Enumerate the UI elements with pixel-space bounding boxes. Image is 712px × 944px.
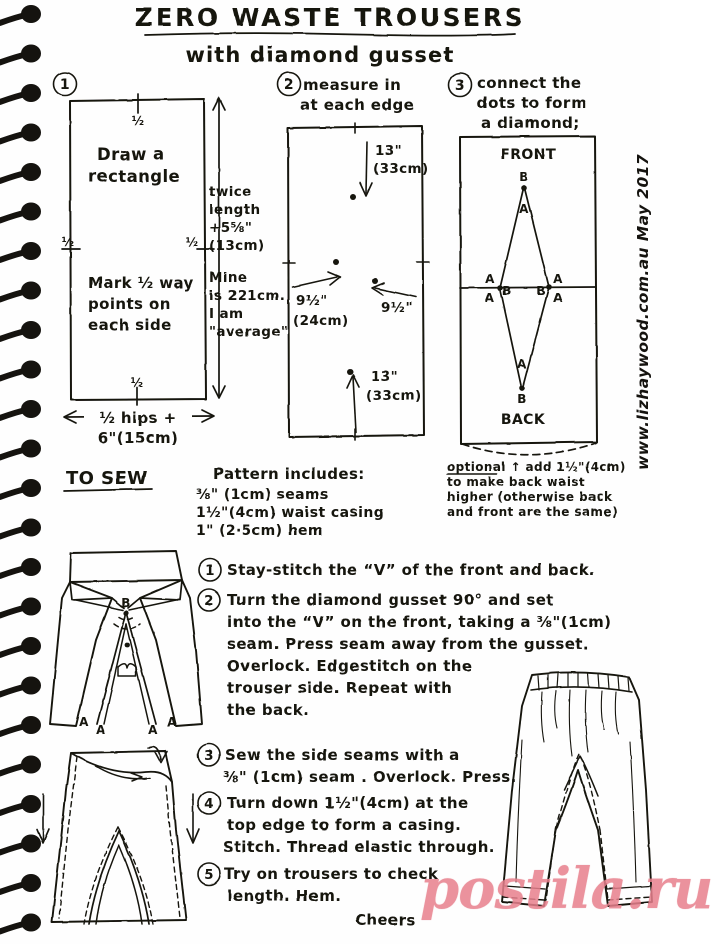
- pattern-includes-2: 1½"(4cm) waist casing: [196, 505, 385, 521]
- point-right-b: B: [536, 284, 546, 298]
- spiral-ring-head: [21, 440, 41, 458]
- pattern-includes-3: 1" (2·5cm) hem: [196, 523, 323, 539]
- spiral-ring-head: [21, 637, 41, 655]
- spiral-ring-head: [21, 321, 41, 339]
- dot-right: [372, 278, 378, 284]
- sew-step-2-line-6: the back.: [227, 701, 310, 719]
- sew-step-5-line-1: Try on trousers to check: [224, 865, 439, 883]
- sew-step-1-line-1: Stay-stitch the “V” of the front and back.: [227, 561, 596, 579]
- tick-left-label: ½: [61, 235, 75, 249]
- width-label-1: ½ hips +: [99, 409, 177, 427]
- step-3-heading-3: a diamond;: [481, 114, 580, 132]
- spiral-ring-head: [21, 914, 41, 932]
- flat-label-a1: A: [79, 715, 89, 729]
- sew-step-2-line-5: trouser side. Repeat with: [227, 679, 453, 697]
- point-left-a-lower: A: [485, 291, 495, 305]
- sew-step-2-line-4: Overlock. Edgestitch on the: [227, 657, 473, 675]
- point-right-a-upper: A: [553, 272, 563, 286]
- spiral-ring-head: [21, 124, 41, 142]
- dot-top: [350, 194, 356, 200]
- step-3-heading-1: connect the: [477, 74, 582, 92]
- sew-step-2-line-3: seam. Press seam away from the gusset.: [227, 635, 589, 653]
- signoff-text: Cheers: [355, 911, 416, 929]
- spiral-ring-head: [21, 835, 41, 853]
- flat-label-a2: A: [96, 723, 106, 737]
- height-note-1: twice: [209, 184, 252, 200]
- spiral-ring-head: [21, 163, 41, 181]
- spiral-ring-head: [21, 756, 41, 774]
- spiral-ring-head: [21, 5, 41, 23]
- spiral-ring-head: [21, 795, 41, 813]
- point-top-a: A: [519, 202, 529, 216]
- step-1-mark-1: Mark ½ way: [88, 274, 194, 292]
- sew-step-5-line-2: length. Hem.: [227, 887, 342, 905]
- spiral-ring-head: [21, 874, 41, 892]
- flat-label-b: B: [121, 596, 131, 610]
- sew-step-2-number: 2: [204, 593, 214, 609]
- spiral-ring-head: [21, 716, 41, 734]
- to-sew-heading: TO SEW: [66, 468, 148, 489]
- optional-3: higher (otherwise back: [447, 490, 613, 504]
- step-2-left-1: 9½": [296, 293, 328, 309]
- sew-step-4-number: 4: [204, 796, 214, 812]
- point-top-b: B: [519, 170, 529, 184]
- spiral-ring-head: [21, 361, 41, 379]
- sew-step-4-line-2: top edge to form a casing.: [227, 816, 462, 834]
- title-line-1: ZERO WASTE TROUSERS: [134, 3, 526, 32]
- step-3-number: 3: [454, 78, 466, 94]
- mine-note-4: "average": [209, 324, 289, 340]
- sew-step-3-line-1: Sew the side seams with a: [225, 746, 460, 764]
- tick-right-label: ½: [185, 235, 199, 249]
- mine-note-1: Mine: [209, 270, 248, 286]
- flat-label-a4: A: [167, 715, 177, 729]
- step-2-heading-1: measure in: [303, 76, 402, 94]
- sew-step-2-line-2: into the “V” on the front, taking a ⅜"(1cm): [227, 613, 612, 631]
- height-note-4: (13cm): [209, 238, 265, 254]
- watermark: postila.ru: [420, 856, 712, 922]
- pattern-includes-1: ⅜" (1cm) seams: [196, 487, 329, 503]
- spiral-ring-head: [21, 84, 41, 102]
- step-2-top-1: 13": [375, 143, 403, 159]
- optional-1: optional ↑ add 1½"(4cm): [447, 460, 626, 474]
- point-left-b: B: [502, 284, 512, 298]
- step-1-number: 1: [59, 77, 71, 93]
- point-right-a-lower: A: [553, 291, 563, 305]
- sew-step-2-line-1: Turn the diamond gusset 90° and set: [227, 591, 554, 609]
- optional-4: and front are the same): [447, 505, 618, 519]
- step-3-heading-2: dots to form: [477, 94, 587, 112]
- credit-text: www.lizhaywood.com.au May 2017: [634, 153, 652, 470]
- pattern-includes-heading: Pattern includes:: [213, 465, 365, 483]
- margin-credit: [634, 154, 652, 470]
- step-2-right: 9½": [381, 300, 413, 316]
- point-bottom-b: B: [517, 392, 527, 406]
- spiral-ring-head: [21, 677, 41, 695]
- spiral-ring-head: [21, 45, 41, 63]
- step-2-heading-2: at each edge: [300, 96, 415, 114]
- mine-note-3: I am: [209, 306, 244, 322]
- title-line-2: with diamond gusset: [185, 43, 455, 67]
- spiral-ring-head: [21, 282, 41, 300]
- sew-step-5-number: 5: [204, 867, 214, 883]
- dot-bottom: [347, 369, 353, 375]
- top-measure-arrow: [366, 142, 367, 193]
- sew-step-1-number: 1: [205, 563, 215, 579]
- step-2-bottom-2: (33cm): [366, 388, 422, 404]
- sew-step-3-number: 3: [204, 748, 214, 764]
- step-1-instruction-2: rectangle: [88, 167, 181, 186]
- tick-top-label: ½: [131, 114, 145, 128]
- front-label: FRONT: [500, 147, 556, 163]
- back-label: BACK: [500, 412, 546, 428]
- sew-step-4-line-3: Stitch. Thread elastic through.: [223, 838, 495, 856]
- width-label-2: 6"(15cm): [97, 429, 179, 447]
- spiral-ring-head: [21, 400, 41, 418]
- spiral-ring-head: [21, 242, 41, 260]
- step-2-top-2: (33cm): [373, 161, 429, 177]
- step-2-number: 2: [283, 77, 295, 93]
- step-1-mark-2: points on: [88, 295, 171, 313]
- step-1-mark-3: each side: [88, 316, 172, 334]
- flat-label-a3: A: [148, 723, 158, 737]
- step-2-bottom-1: 13": [371, 369, 399, 385]
- spiral-ring-head: [21, 598, 41, 616]
- sew-step-4-line-1: Turn down 1½"(4cm) at the: [227, 794, 469, 812]
- spiral-ring-head: [21, 203, 41, 221]
- dot-left: [333, 259, 339, 265]
- optional-2: to make back waist: [447, 475, 586, 489]
- height-note-3: +5⅝": [209, 220, 253, 236]
- spiral-ring-head: [21, 558, 41, 576]
- point-left-a-upper: A: [485, 272, 495, 286]
- half-way-line: [460, 287, 596, 288]
- height-note-2: length: [209, 202, 261, 218]
- step-2-left-2: (24cm): [293, 313, 349, 329]
- point-bottom-a: A: [517, 357, 527, 371]
- spiral-ring-head: [21, 479, 41, 497]
- mine-note-2: is 221cm.: [209, 288, 286, 304]
- sew-step-3-line-2: ⅜" (1cm) seam . Overlock. Press.: [223, 768, 517, 786]
- spiral-ring-head: [21, 519, 41, 537]
- tick-bottom-label: ½: [130, 376, 144, 390]
- step-1-instruction-1: Draw a: [97, 145, 165, 164]
